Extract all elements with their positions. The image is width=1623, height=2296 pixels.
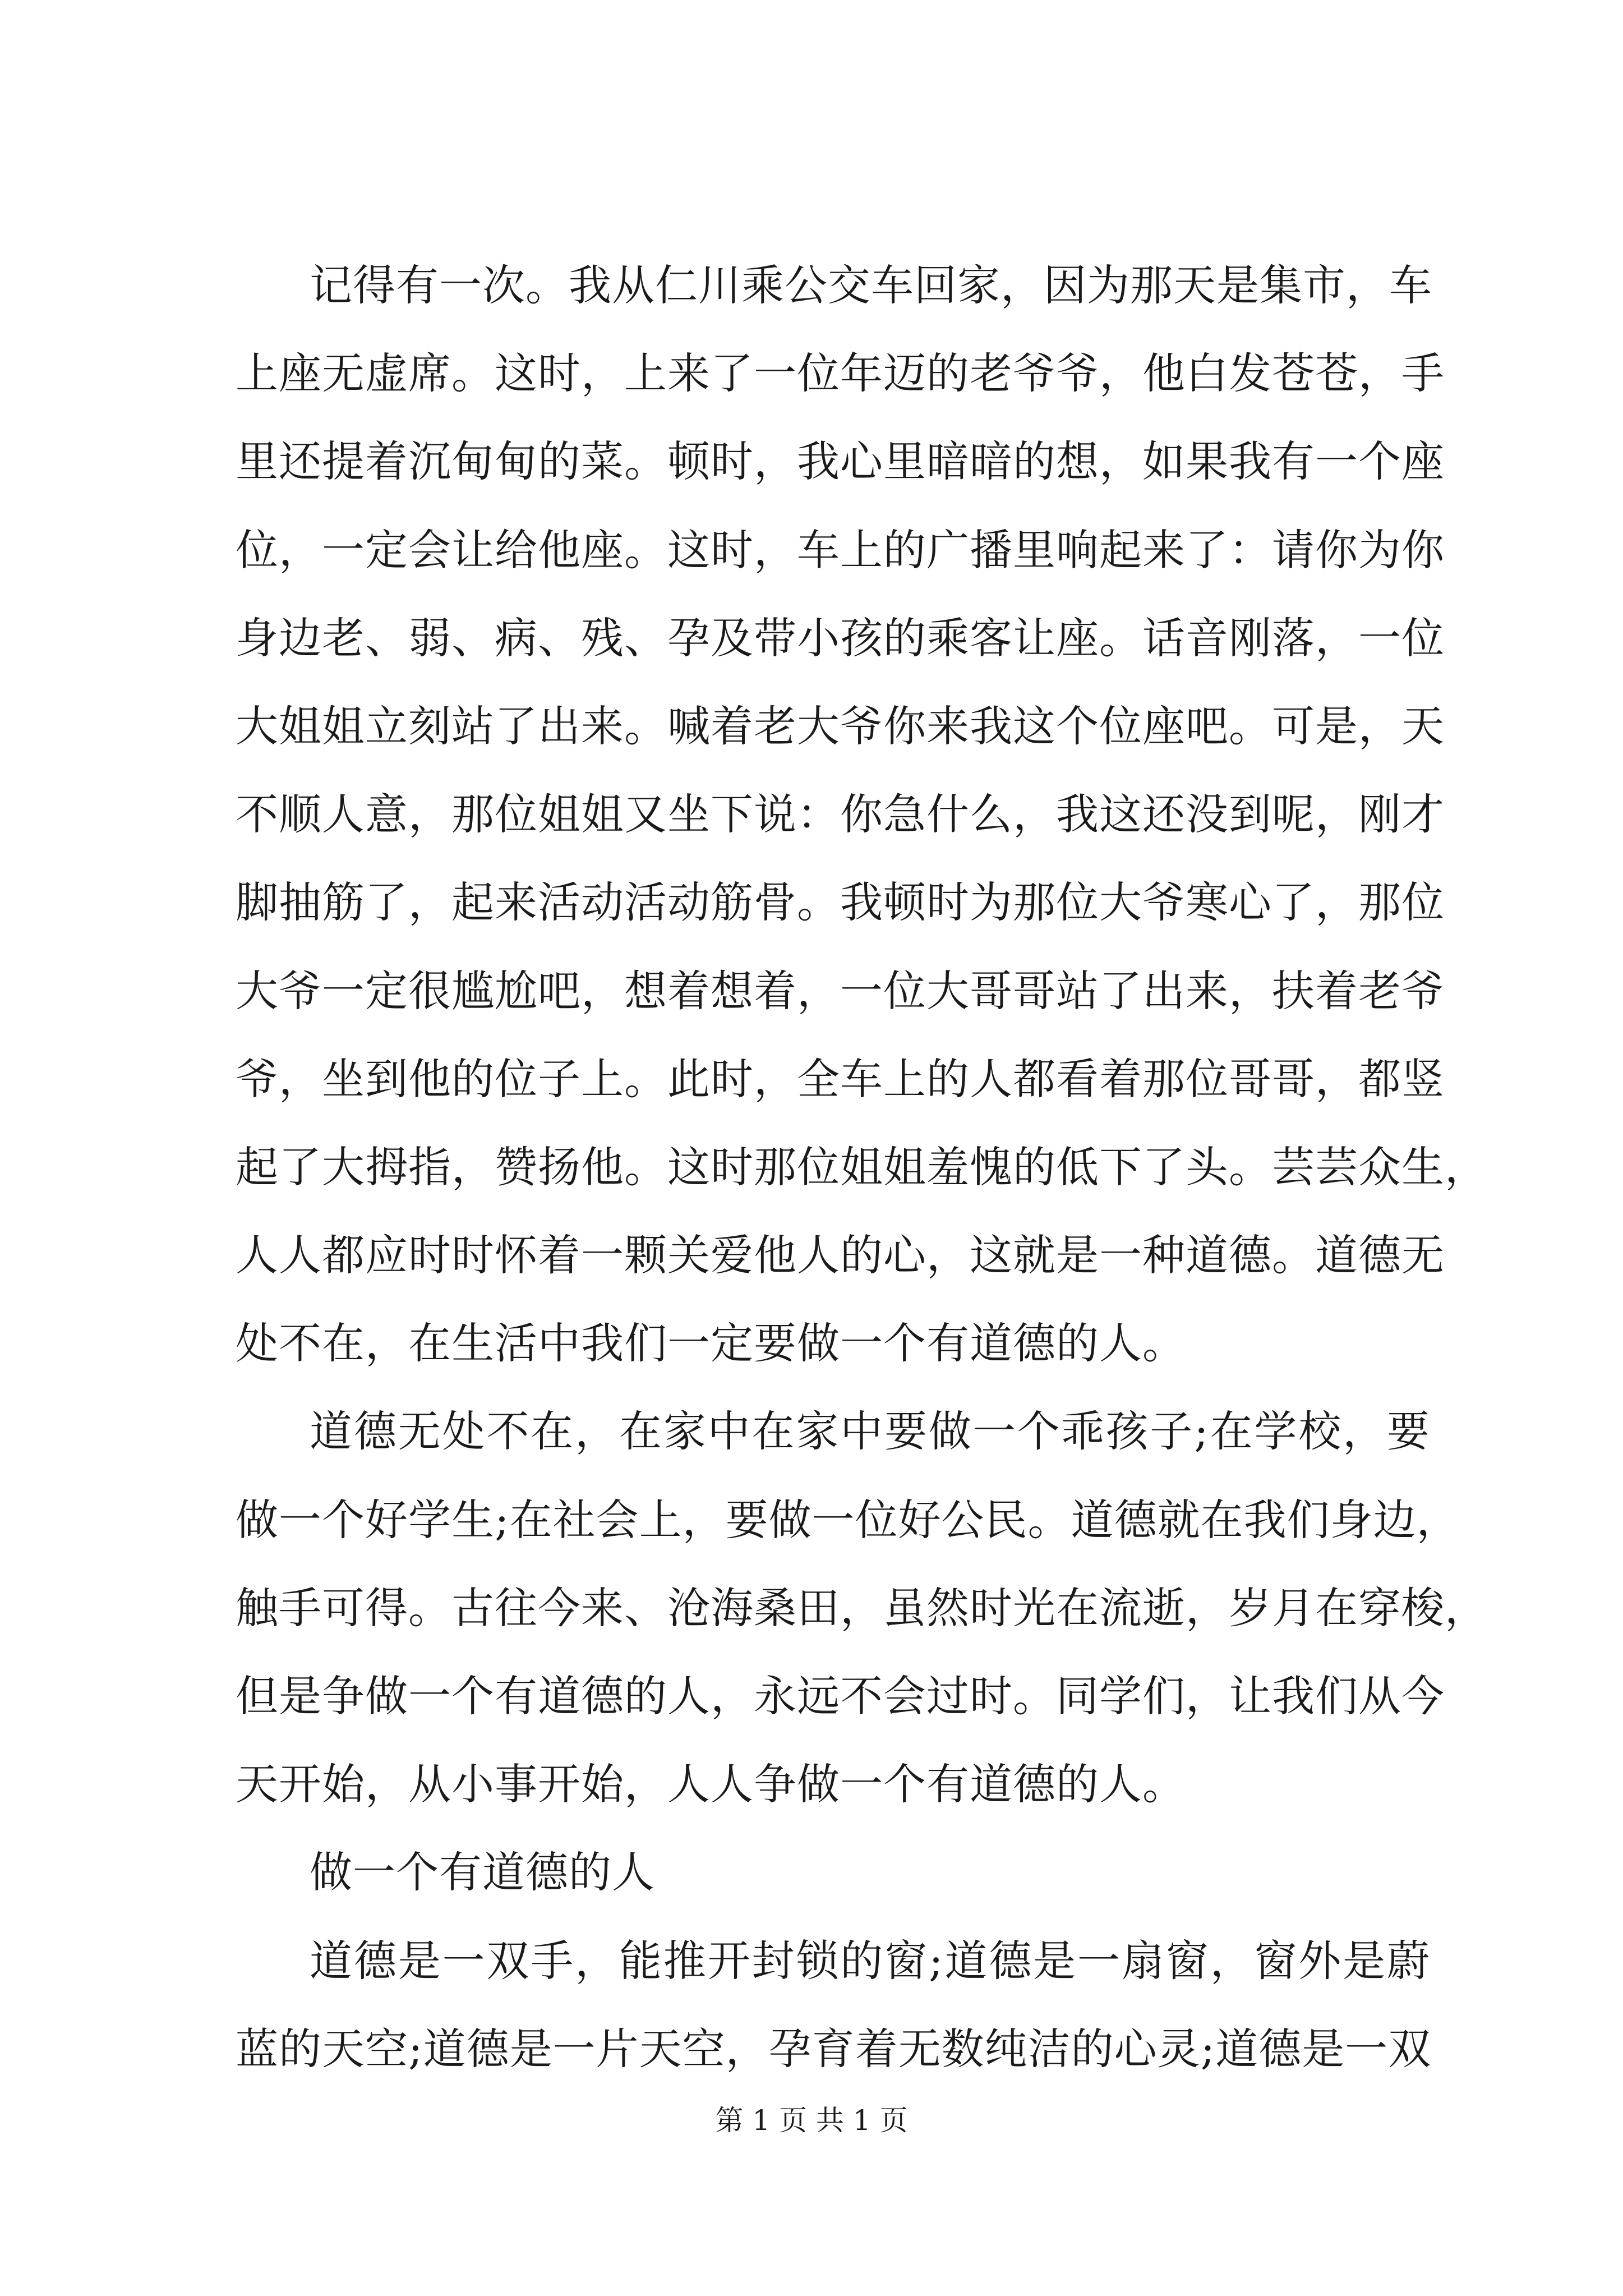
text-line: 起了大拇指，赞扬他。这时那位姐姐羞愧的低下了头。芸芸众生， [236, 1142, 1488, 1192]
text-line: 处不在，在生活中我们一定要做一个有道德的人。 [236, 1318, 1186, 1369]
text-line: 里还提着沉甸甸的菜。顿时，我心里暗暗的想，如果我有一个座 [236, 436, 1445, 487]
page-footer [0, 2101, 1623, 2140]
paragraph [236, 241, 1488, 1387]
text-line: 不顺人意，那位姐姐又坐下说：你急什么，我这还没到呢，刚才 [236, 789, 1445, 840]
text-line: 道德无处不在，在家中在家中要做一个乖孩子;在学校，要 [310, 1406, 1430, 1457]
text-line: 人人都应时时怀着一颗关爱他人的心，这就是一种道德。道德无 [236, 1230, 1445, 1281]
text-line: 记得有一次。我从仁川乘公交车回家，因为那天是集市，车 [310, 260, 1432, 310]
text-line: 身边老、弱、病、残、孕及带小孩的乘客让座。话音刚落，一位 [236, 613, 1445, 663]
text-line: 触手可得。古往今来、沧海桑田，虽然时光在流逝，岁月在穿梭， [236, 1582, 1488, 1633]
text-line: 位，一定会让给他座。这时，车上的广播里响起来了：请你为你 [236, 524, 1445, 575]
text-line: 道德是一双手，能推开封锁的窗;道德是一扇窗，窗外是蔚 [310, 1935, 1430, 1986]
page-number: 第 1 页 共 1 页 [715, 2104, 908, 2137]
document-body [236, 241, 1488, 2093]
section-title: 做一个有道德的人 [310, 1847, 655, 1898]
text-line: 做一个好学生;在社会上，要做一位好公民。道德就在我们身边， [236, 1494, 1460, 1545]
paragraph [236, 1387, 1488, 1828]
text-line: 大姐姐立刻站了出来。喊着老大爷你来我这个位座吧。可是，天 [236, 701, 1445, 751]
text-line: 上座无虚席。这时，上来了一位年迈的老爷爷，他白发苍苍，手 [236, 348, 1445, 399]
text-line: 大爷一定很尴尬吧，想着想着，一位大哥哥站了出来，扶着老爷 [236, 965, 1445, 1016]
text-line: 爷，坐到他的位子上。此时，全车上的人都看着那位哥哥，都竖 [236, 1053, 1445, 1104]
text-line: 蓝的天空;道德是一片天空，孕育着无数纯洁的心灵;道德是一双 [236, 2023, 1432, 2074]
text-line: 但是争做一个有道德的人，永远不会过时。同学们，让我们从今 [236, 1671, 1445, 1721]
paragraph [236, 1917, 1430, 2093]
text-line: 天开始，从小事开始，人人争做一个有道德的人。 [236, 1759, 1186, 1810]
text-line: 脚抽筋了，起来活动活动筋骨。我顿时为那位大爷寒心了，那位 [236, 877, 1445, 928]
paragraph [236, 1828, 1430, 1916]
